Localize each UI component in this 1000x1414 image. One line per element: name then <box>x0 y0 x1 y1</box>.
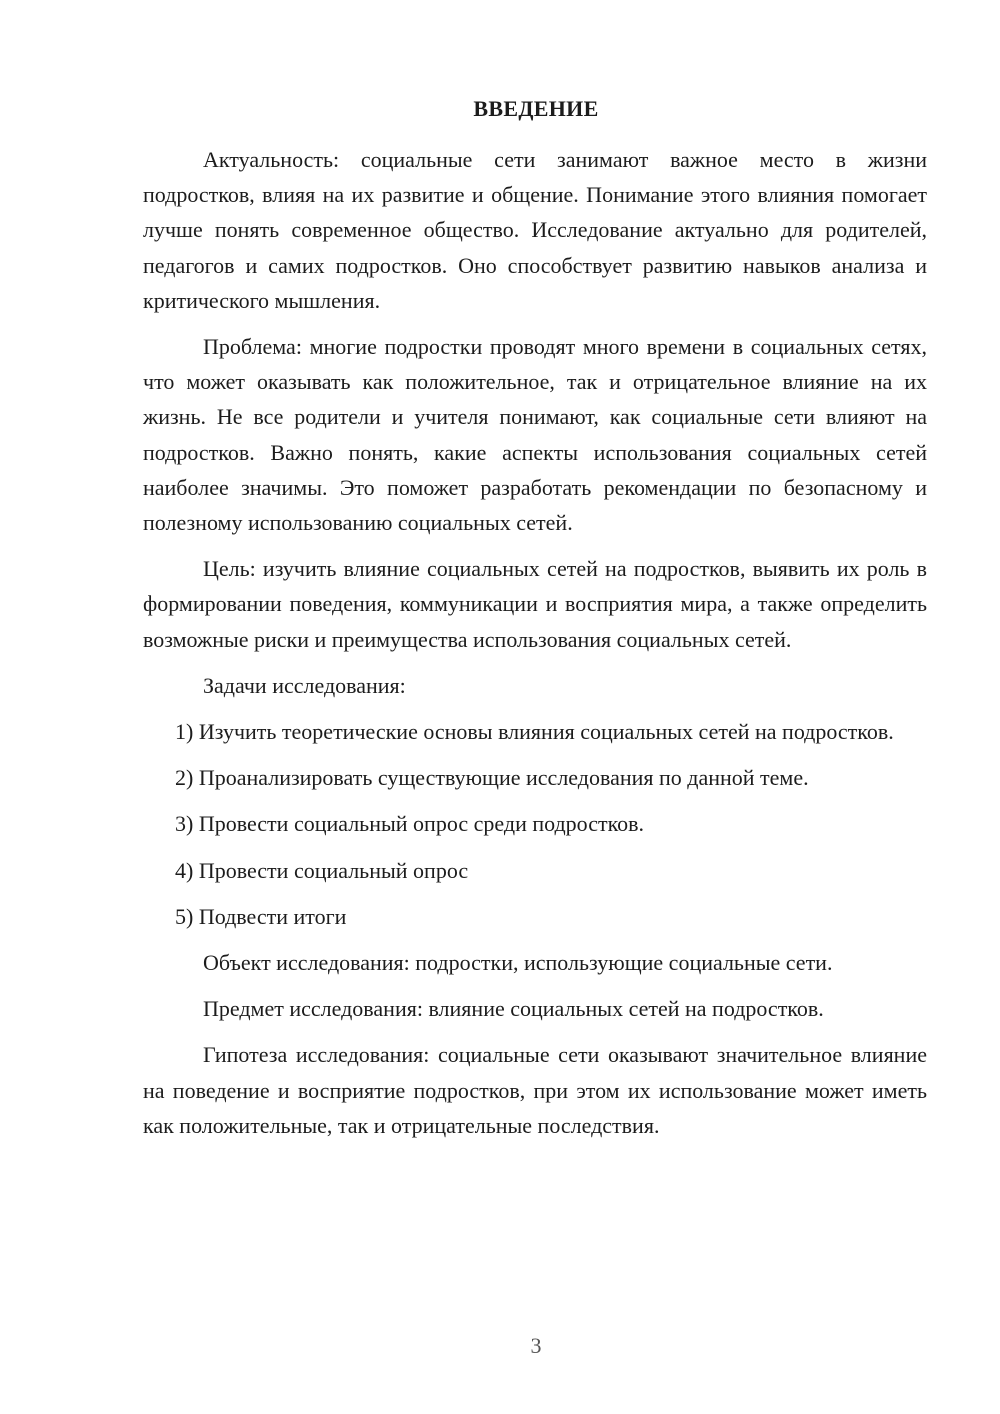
goal-paragraph: Цель: изучить влияние социальных сетей на подростков, выявить их роль в формировании поведения, коммуникации и восприятия мира, а также определить возможные риски и преимущества использования социальных сетей. <box>143 556 927 652</box>
subject-paragraph: Предмет исследования: влияние социальных сетей на подростков. <box>203 996 824 1022</box>
task-item-1: 1) Изучить теоретические основы влияния социальных сетей на подростков. <box>175 719 894 745</box>
problem-paragraph: Проблема: многие подростки проводят много времени в социальных сетях, что может оказывать как положительное, так и отрицательное влияние на их жизнь. Не все родители и учителя понимают, как социальные сети влияют на подростков. Важно понять, какие аспекты использования социальных сетей наиболее значимы. Это поможет разработать рекомендации по безопасному и полезному использованию социальных сетей. <box>143 334 927 536</box>
page-number: 3 <box>530 1333 542 1358</box>
relevance-paragraph: Актуальность: социальные сети занимают важное место в жизни подростков, влияя на их развитие и общение. Понимание этого влияния помогает лучше понять современное общество. Исследование актуально для родителей, педагогов и самих подростков. Оно способствует развитию навыков анализа и критического мышления. <box>143 147 927 313</box>
tasks-heading: Задачи исследования: <box>203 672 406 698</box>
section-title: ВВЕДЕНИЕ <box>473 96 599 121</box>
task-item-5: 5) Подвести итоги <box>175 903 347 929</box>
task-item-2: 2) Проанализировать существующие исследования по данной теме. <box>175 765 809 791</box>
task-item-3: 3) Провести социальный опрос среди подростков. <box>175 811 645 837</box>
document-body <box>143 142 927 1143</box>
object-paragraph: Объект исследования: подростки, использующие социальные сети. <box>203 950 833 976</box>
hypothesis-paragraph: Гипотеза исследования: социальные сети оказывают значительное влияние на поведение и восприятие подростков, при этом их использование может иметь как положительные, так и отрицательные последствия. <box>143 1042 927 1138</box>
task-item-4: 4) Провести социальный опрос <box>175 857 469 883</box>
